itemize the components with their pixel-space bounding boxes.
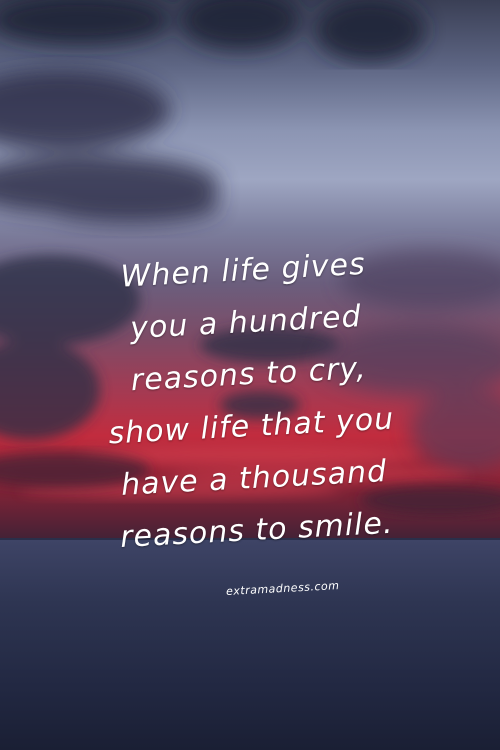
- quote-line-3: reasons to cry,: [129, 350, 368, 399]
- quote-line-6: reasons to smile.: [119, 505, 395, 555]
- quote-line-1: When life gives: [119, 246, 367, 295]
- quote-text: [52, 235, 448, 566]
- sea: [0, 540, 500, 750]
- quote-line-4: show life that you: [107, 401, 395, 452]
- watermark-text: extramadness.com: [225, 579, 340, 598]
- quote-line-2: you a hundred: [129, 299, 363, 347]
- quote-line-5: have a thousand: [120, 453, 388, 503]
